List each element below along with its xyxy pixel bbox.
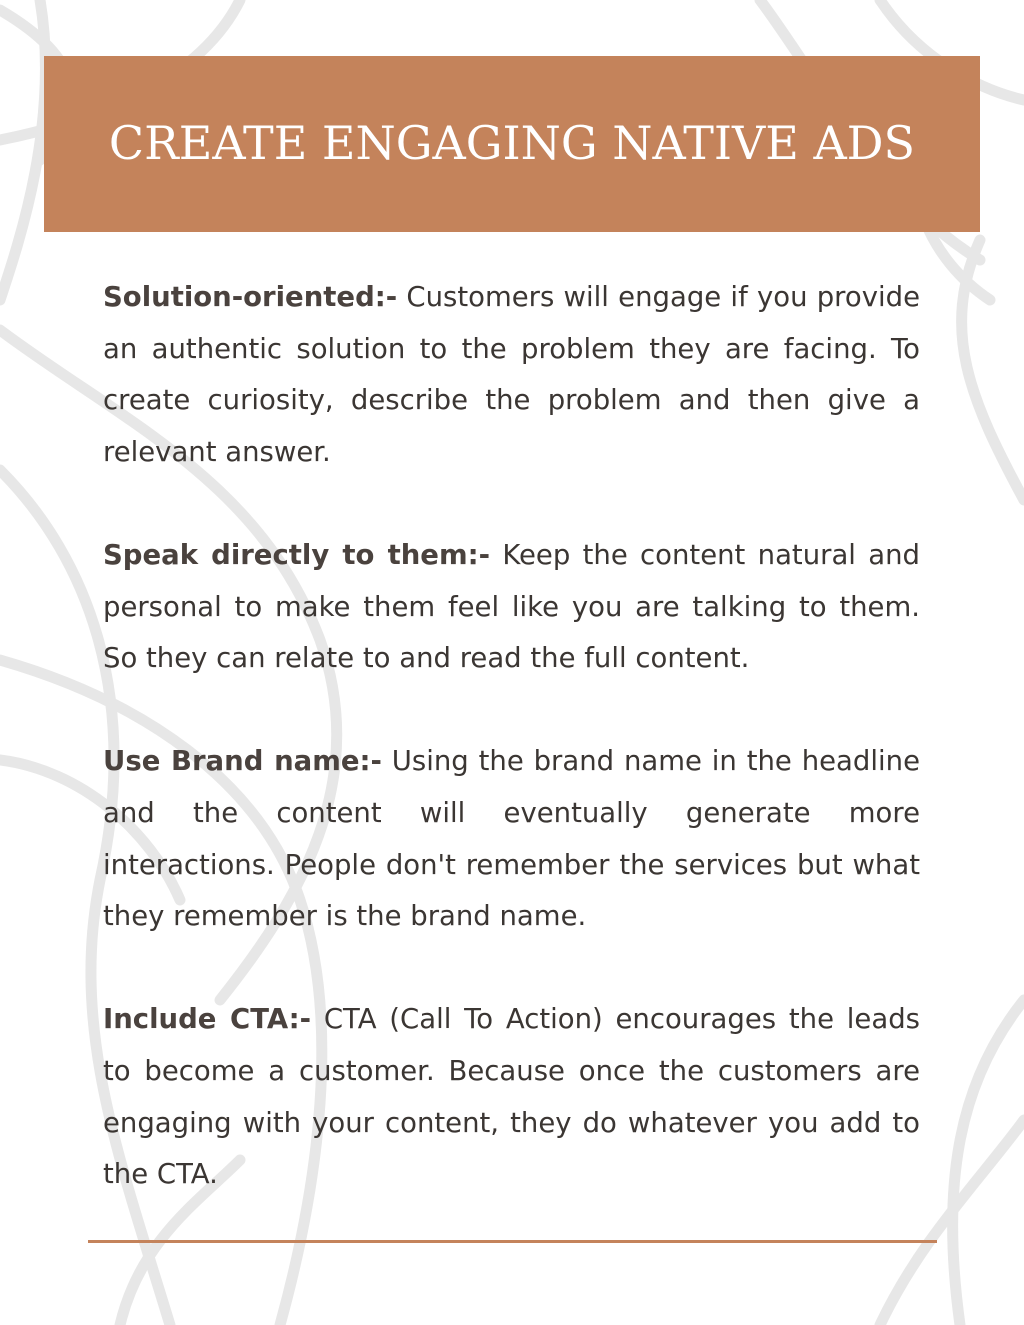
paragraph-text: CTA (Call To Action) encourages the leads to become a customer. Because once the customers are engaging with your content, they do whatever you add to the CTA. (103, 1003, 920, 1191)
title-banner (44, 56, 980, 232)
bottom-divider (88, 1240, 937, 1243)
bg-curve (0, 0, 45, 300)
paragraph-term: Solution-oriented:- (103, 281, 398, 313)
paragraph-solution-oriented (103, 272, 920, 478)
page-title: CREATE ENGAGING NATIVE ADS (108, 116, 916, 170)
paragraph-speak-directly (103, 530, 920, 685)
paragraph-term: Speak directly to them:- (103, 538, 491, 571)
paragraph-term: Include CTA:- (103, 1003, 312, 1036)
bg-curve (962, 240, 1024, 500)
paragraph-text: Keep the content natural and personal to make them feel like you are talking to them. So they can relate to and read the full content. (103, 538, 920, 675)
paragraph-term: Use Brand name:- (103, 745, 382, 778)
paragraph-text: Customers will engage if you provide an authentic solution to the problem they are facing. To create curiosity, describe the problem and then give a relevant answer. (103, 281, 920, 468)
paragraph-text: Using the brand name in the headline and the content will eventually generate more interactions. People don't remember the services but what they remember is the brand name. (103, 745, 920, 933)
paragraph-use-brand-name (103, 736, 920, 942)
paragraph-include-cta (103, 994, 920, 1200)
content-body (103, 272, 920, 1201)
